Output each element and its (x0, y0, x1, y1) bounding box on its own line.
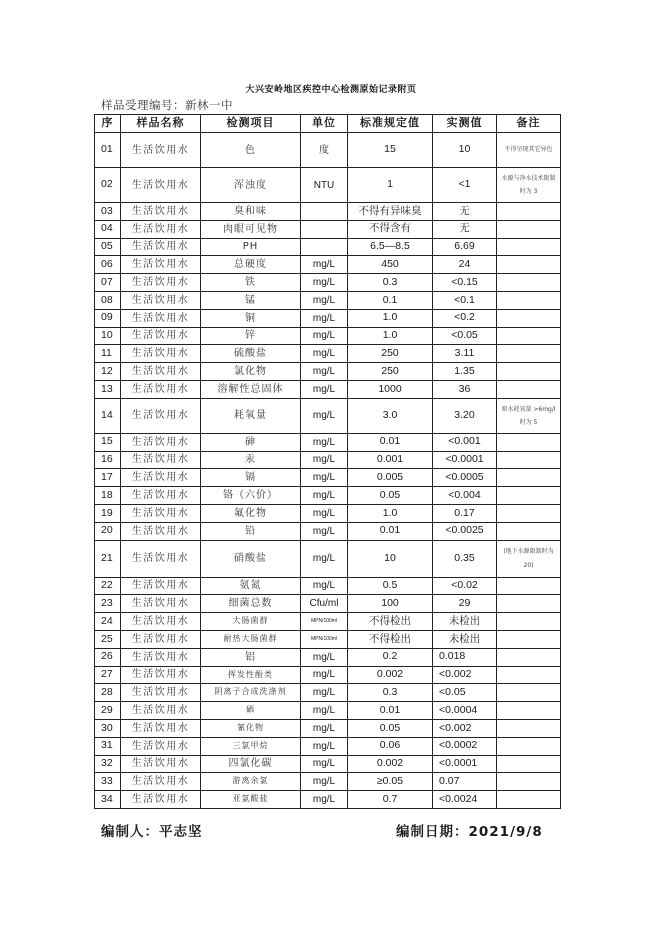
document-title: 大兴安岭地区疾控中心检测原始记录附页 (245, 85, 417, 95)
unit-cell (301, 220, 348, 238)
measured-value-cell: 3.20 (433, 398, 497, 433)
standard-value-cell: 0.002 (348, 666, 433, 684)
measured-value-cell: 0.35 (433, 540, 497, 577)
measured-value-cell: 未检出 (433, 613, 497, 631)
header-no: 序 (95, 115, 121, 133)
unit-cell: mg/L (301, 487, 348, 505)
unit-cell: mg/L (301, 702, 348, 720)
unit-cell: Cfu/ml (301, 595, 348, 613)
test-item-cell: 四氯化碳 (201, 755, 301, 773)
measured-value-cell: <0.0004 (433, 702, 497, 720)
note-cell (497, 666, 561, 684)
sample-name-cell: 生活饮用水 (121, 737, 201, 755)
row-number: 25 (95, 630, 121, 648)
standard-value-cell: 3.0 (348, 398, 433, 433)
note-cell (497, 487, 561, 505)
row-number: 04 (95, 220, 121, 238)
test-item-cell: 氟化物 (201, 504, 301, 522)
measured-value-cell: <0.0005 (433, 469, 497, 487)
standard-value-cell: 0.2 (348, 648, 433, 666)
test-item-cell: 游离余氯 (201, 773, 301, 791)
note-cell (497, 256, 561, 274)
sample-name-cell: 生活饮用水 (121, 380, 201, 398)
unit-cell: mg/L (301, 755, 348, 773)
standard-value-cell: 1000 (348, 380, 433, 398)
sample-name-cell: 生活饮用水 (121, 203, 201, 221)
note-cell (497, 737, 561, 755)
table-row (95, 630, 561, 648)
note-cell (497, 702, 561, 720)
test-item-cell: 色 (201, 133, 301, 168)
test-item-cell: 氨氮 (201, 577, 301, 595)
test-item-cell: 三氯甲烷 (201, 737, 301, 755)
test-item-cell: 汞 (201, 451, 301, 469)
table-row (95, 345, 561, 363)
table-row (95, 702, 561, 720)
measured-value-cell: <1 (433, 168, 497, 203)
measured-value-cell: <0.2 (433, 309, 497, 327)
row-number: 09 (95, 309, 121, 327)
note-cell: 水源与净水技术限制时为 3 (497, 168, 561, 203)
unit-cell: mg/L (301, 274, 348, 292)
table-row (95, 133, 561, 168)
standard-value-cell: 不得有异味臭 (348, 203, 433, 221)
measured-value-cell: <0.15 (433, 274, 497, 292)
standard-value-cell: 0.002 (348, 755, 433, 773)
unit-cell: 度 (301, 133, 348, 168)
note-cell (497, 363, 561, 381)
note-cell: 不得呈现其它异色 (497, 133, 561, 168)
sample-name-cell: 生活饮用水 (121, 773, 201, 791)
unit-cell: mg/L (301, 504, 348, 522)
table-row (95, 469, 561, 487)
row-number: 29 (95, 702, 121, 720)
table-row (95, 327, 561, 345)
measured-value-cell: 6.69 (433, 238, 497, 256)
unit-cell: mg/L (301, 577, 348, 595)
sample-name-cell: 生活饮用水 (121, 291, 201, 309)
unit-cell: MPN/100ml (301, 630, 348, 648)
table-row (95, 666, 561, 684)
row-number: 08 (95, 291, 121, 309)
measured-value-cell: <0.0002 (433, 737, 497, 755)
standard-value-cell: 0.01 (348, 702, 433, 720)
test-item-cell: 挥发性酚类 (201, 666, 301, 684)
table-row (95, 309, 561, 327)
measured-value-cell: <0.0025 (433, 522, 497, 540)
results-table (94, 114, 561, 809)
standard-value-cell: 0.5 (348, 577, 433, 595)
test-item-cell: 硫酸盐 (201, 345, 301, 363)
table-row (95, 737, 561, 755)
measured-value-cell: 无 (433, 220, 497, 238)
standard-value-cell: 0.7 (348, 791, 433, 809)
test-item-cell: 铁 (201, 274, 301, 292)
test-item-cell: 锰 (201, 291, 301, 309)
standard-value-cell: 不得检出 (348, 630, 433, 648)
unit-cell: mg/L (301, 451, 348, 469)
note-cell (497, 630, 561, 648)
note-cell (497, 451, 561, 469)
standard-value-cell: 0.05 (348, 719, 433, 737)
test-item-cell: 铬（六价） (201, 487, 301, 505)
sample-name-cell: 生活饮用水 (121, 309, 201, 327)
test-item-cell: 总硬度 (201, 256, 301, 274)
row-number: 24 (95, 613, 121, 631)
note-cell: (地下水源限制时为 20) (497, 540, 561, 577)
table-row (95, 238, 561, 256)
row-number: 33 (95, 773, 121, 791)
header-sample-name: 样品名称 (121, 115, 201, 133)
sample-name-cell: 生活饮用水 (121, 345, 201, 363)
header-note: 备注 (497, 115, 561, 133)
sample-name-cell: 生活饮用水 (121, 238, 201, 256)
measured-value-cell: 3.11 (433, 345, 497, 363)
sample-name-cell: 生活饮用水 (121, 451, 201, 469)
test-item-cell: 硒 (201, 702, 301, 720)
measured-value-cell: 0.07 (433, 773, 497, 791)
test-item-cell: 硝酸盐 (201, 540, 301, 577)
measured-value-cell: 未检出 (433, 630, 497, 648)
note-cell (497, 595, 561, 613)
measured-value-cell: <0.05 (433, 684, 497, 702)
row-number: 14 (95, 398, 121, 433)
table-row (95, 595, 561, 613)
unit-cell: mg/L (301, 256, 348, 274)
standard-value-cell: 0.05 (348, 487, 433, 505)
measured-value-cell: 10 (433, 133, 497, 168)
row-number: 12 (95, 363, 121, 381)
header-measured-value: 实测值 (433, 115, 497, 133)
unit-cell: mg/L (301, 522, 348, 540)
measured-value-cell: 无 (433, 203, 497, 221)
test-item-cell: 溶解性总固体 (201, 380, 301, 398)
sample-name-cell: 生活饮用水 (121, 327, 201, 345)
table-row (95, 648, 561, 666)
measured-value-cell: <0.0001 (433, 451, 497, 469)
sample-name-cell: 生活饮用水 (121, 540, 201, 577)
row-number: 27 (95, 666, 121, 684)
test-item-cell: 砷 (201, 433, 301, 451)
standard-value-cell: 10 (348, 540, 433, 577)
note-cell (497, 773, 561, 791)
unit-cell: mg/L (301, 648, 348, 666)
unit-cell: mg/L (301, 719, 348, 737)
standard-value-cell: 1 (348, 168, 433, 203)
standard-value-cell: 1.0 (348, 504, 433, 522)
unit-cell: mg/L (301, 791, 348, 809)
test-item-cell: 耗氧量 (201, 398, 301, 433)
prepared-date: 编制日期：2021/9/8 (396, 824, 543, 840)
test-item-cell: 铝 (201, 648, 301, 666)
measured-value-cell: <0.001 (433, 433, 497, 451)
sample-name-cell: 生活饮用水 (121, 684, 201, 702)
note-cell (497, 504, 561, 522)
table-row (95, 773, 561, 791)
measured-value-cell: 0.018 (433, 648, 497, 666)
table-row (95, 380, 561, 398)
sample-name-cell: 生活饮用水 (121, 666, 201, 684)
table-row (95, 363, 561, 381)
unit-cell: mg/L (301, 666, 348, 684)
table-row (95, 168, 561, 203)
standard-value-cell: 1.0 (348, 327, 433, 345)
unit-cell: NTU (301, 168, 348, 203)
note-cell (497, 755, 561, 773)
row-number: 28 (95, 684, 121, 702)
measured-value-cell: 36 (433, 380, 497, 398)
row-number: 22 (95, 577, 121, 595)
sample-name-cell: 生活饮用水 (121, 487, 201, 505)
table-row (95, 487, 561, 505)
standard-value-cell: 100 (348, 595, 433, 613)
measured-value-cell: <0.002 (433, 666, 497, 684)
standard-value-cell: 6.5—8.5 (348, 238, 433, 256)
note-cell (497, 291, 561, 309)
table-row (95, 433, 561, 451)
note-cell (497, 791, 561, 809)
measured-value-cell: <0.05 (433, 327, 497, 345)
standard-value-cell: 0.005 (348, 469, 433, 487)
table-row (95, 755, 561, 773)
table-row (95, 577, 561, 595)
sample-name-cell: 生活饮用水 (121, 630, 201, 648)
row-number: 34 (95, 791, 121, 809)
measured-value-cell: <0.1 (433, 291, 497, 309)
note-cell (497, 719, 561, 737)
test-item-cell: 耐热大肠菌群 (201, 630, 301, 648)
note-cell (497, 327, 561, 345)
note-cell (497, 380, 561, 398)
unit-cell: mg/L (301, 540, 348, 577)
test-item-cell: 氯化物 (201, 363, 301, 381)
prepared-by: 编制人：平志坚 (101, 824, 203, 840)
unit-cell: mg/L (301, 684, 348, 702)
table-row (95, 540, 561, 577)
note-cell (497, 220, 561, 238)
row-number: 19 (95, 504, 121, 522)
note-cell (497, 274, 561, 292)
note-cell (497, 577, 561, 595)
sample-name-cell: 生活饮用水 (121, 613, 201, 631)
sample-name-cell: 生活饮用水 (121, 274, 201, 292)
note-cell (497, 203, 561, 221)
unit-cell: mg/L (301, 737, 348, 755)
note-cell (497, 613, 561, 631)
row-number: 06 (95, 256, 121, 274)
row-number: 21 (95, 540, 121, 577)
row-number: 31 (95, 737, 121, 755)
unit-cell: mg/L (301, 291, 348, 309)
row-number: 23 (95, 595, 121, 613)
sample-id-label: 样品受理编号：新林一中 (101, 98, 233, 112)
note-cell (497, 309, 561, 327)
table-row (95, 504, 561, 522)
table-header-row (95, 115, 561, 133)
standard-value-cell: 0.3 (348, 684, 433, 702)
standard-value-cell: 不得含有 (348, 220, 433, 238)
test-item-cell: 细菌总数 (201, 595, 301, 613)
unit-cell: MPN/100ml (301, 613, 348, 631)
note-cell (497, 238, 561, 256)
test-item-cell: 臭和味 (201, 203, 301, 221)
unit-cell: mg/L (301, 363, 348, 381)
note-cell (497, 522, 561, 540)
measured-value-cell: 1.35 (433, 363, 497, 381)
row-number: 13 (95, 380, 121, 398)
note-cell (497, 345, 561, 363)
header-standard-value: 标准规定值 (348, 115, 433, 133)
measured-value-cell: <0.0001 (433, 755, 497, 773)
row-number: 01 (95, 133, 121, 168)
row-number: 17 (95, 469, 121, 487)
sample-name-cell: 生活饮用水 (121, 256, 201, 274)
measured-value-cell: <0.02 (433, 577, 497, 595)
header-test-item: 检测项目 (201, 115, 301, 133)
test-item-cell: 阴离子合成洗涤剂 (201, 684, 301, 702)
row-number: 03 (95, 203, 121, 221)
sample-name-cell: 生活饮用水 (121, 504, 201, 522)
measured-value-cell: <0.002 (433, 719, 497, 737)
sample-name-cell: 生活饮用水 (121, 133, 201, 168)
note-cell (497, 469, 561, 487)
unit-cell: mg/L (301, 327, 348, 345)
row-number: 02 (95, 168, 121, 203)
table-row (95, 274, 561, 292)
table-row (95, 451, 561, 469)
row-number: 20 (95, 522, 121, 540)
row-number: 32 (95, 755, 121, 773)
table-row (95, 684, 561, 702)
header-unit: 单位 (301, 115, 348, 133)
table-row (95, 791, 561, 809)
measured-value-cell: 24 (433, 256, 497, 274)
table-row (95, 613, 561, 631)
sample-name-cell: 生活饮用水 (121, 469, 201, 487)
note-cell: 原水耗氧量 >6mg/l 时为 5 (497, 398, 561, 433)
sample-name-cell: 生活饮用水 (121, 433, 201, 451)
test-item-cell: 肉眼可见物 (201, 220, 301, 238)
sample-name-cell: 生活饮用水 (121, 522, 201, 540)
measured-value-cell: <0.004 (433, 487, 497, 505)
sample-name-cell: 生活饮用水 (121, 702, 201, 720)
test-item-cell: 铅 (201, 522, 301, 540)
sample-name-cell: 生活饮用水 (121, 595, 201, 613)
unit-cell (301, 203, 348, 221)
row-number: 30 (95, 719, 121, 737)
table-row (95, 203, 561, 221)
unit-cell (301, 238, 348, 256)
unit-cell: mg/L (301, 398, 348, 433)
unit-cell: mg/L (301, 773, 348, 791)
standard-value-cell: 0.01 (348, 433, 433, 451)
test-item-cell: 氰化物 (201, 719, 301, 737)
standard-value-cell: 0.06 (348, 737, 433, 755)
standard-value-cell: 450 (348, 256, 433, 274)
row-number: 07 (95, 274, 121, 292)
row-number: 18 (95, 487, 121, 505)
standard-value-cell: 0.1 (348, 291, 433, 309)
test-item-cell: 锌 (201, 327, 301, 345)
table-row (95, 256, 561, 274)
sample-name-cell: 生活饮用水 (121, 755, 201, 773)
table-row (95, 220, 561, 238)
standard-value-cell: 1.0 (348, 309, 433, 327)
sample-name-cell: 生活饮用水 (121, 648, 201, 666)
table-row (95, 719, 561, 737)
row-number: 16 (95, 451, 121, 469)
unit-cell: mg/L (301, 380, 348, 398)
test-item-cell: 铜 (201, 309, 301, 327)
test-item-cell: 浑浊度 (201, 168, 301, 203)
table-row (95, 291, 561, 309)
note-cell (497, 433, 561, 451)
row-number: 05 (95, 238, 121, 256)
row-number: 26 (95, 648, 121, 666)
table-row (95, 398, 561, 433)
row-number: 11 (95, 345, 121, 363)
standard-value-cell: 0.01 (348, 522, 433, 540)
test-item-cell: 亚氯酸盐 (201, 791, 301, 809)
sample-name-cell: 生活饮用水 (121, 168, 201, 203)
row-number: 15 (95, 433, 121, 451)
sample-name-cell: 生活饮用水 (121, 577, 201, 595)
unit-cell: mg/L (301, 469, 348, 487)
note-cell (497, 648, 561, 666)
sample-name-cell: 生活饮用水 (121, 398, 201, 433)
measured-value-cell: 29 (433, 595, 497, 613)
standard-value-cell: 不得检出 (348, 613, 433, 631)
test-item-cell: PH (201, 238, 301, 256)
note-cell (497, 684, 561, 702)
standard-value-cell: 15 (348, 133, 433, 168)
sample-name-cell: 生活饮用水 (121, 791, 201, 809)
unit-cell: mg/L (301, 433, 348, 451)
test-item-cell: 大肠菌群 (201, 613, 301, 631)
standard-value-cell: 250 (348, 363, 433, 381)
sample-name-cell: 生活饮用水 (121, 220, 201, 238)
sample-name-cell: 生活饮用水 (121, 719, 201, 737)
standard-value-cell: 0.001 (348, 451, 433, 469)
unit-cell: mg/L (301, 309, 348, 327)
unit-cell: mg/L (301, 345, 348, 363)
standard-value-cell: 250 (348, 345, 433, 363)
measured-value-cell: 0.17 (433, 504, 497, 522)
measured-value-cell: <0.0024 (433, 791, 497, 809)
standard-value-cell: 0.3 (348, 274, 433, 292)
sample-name-cell: 生活饮用水 (121, 363, 201, 381)
row-number: 10 (95, 327, 121, 345)
test-item-cell: 镉 (201, 469, 301, 487)
table-row (95, 522, 561, 540)
standard-value-cell: ≥0.05 (348, 773, 433, 791)
